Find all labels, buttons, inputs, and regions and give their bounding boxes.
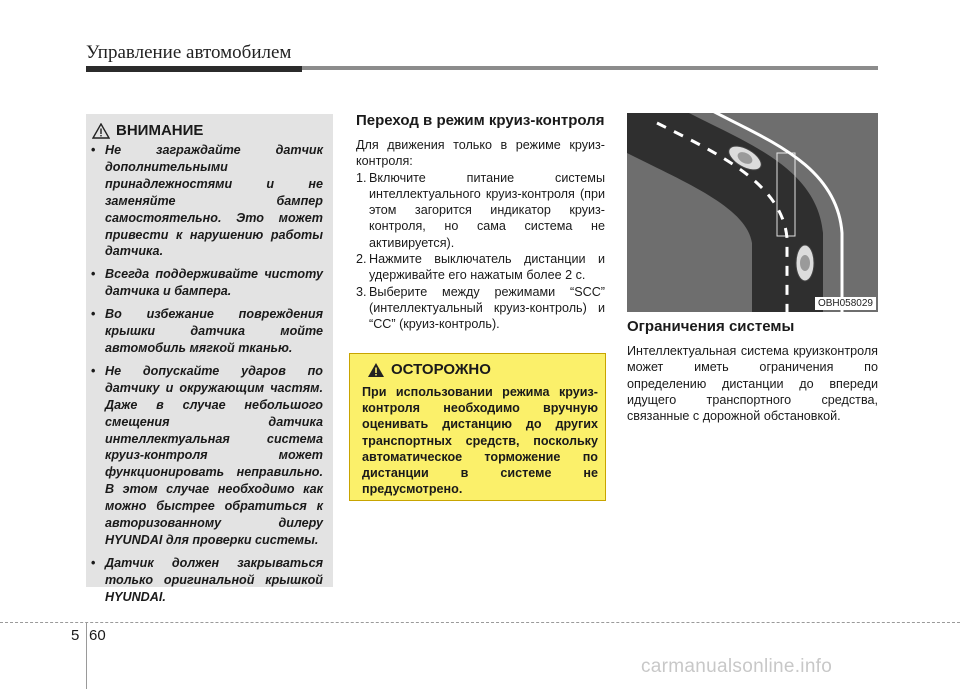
footer-vertical-line bbox=[86, 622, 87, 689]
step-text: Включите питание системы интеллектуального круиз-контроля (при этом загорится индикатор круиз-контроля, но сама система не активируется). bbox=[369, 170, 605, 250]
warning-item: • Во избежание повреждения крышки датчика мойте автомобиль мягкой тканью. bbox=[91, 306, 323, 357]
caution-title: ОСТОРОЖНО bbox=[391, 361, 491, 378]
warning-item: • Датчик должен закрываться только оригинальной крышкой HYUNDAI. bbox=[91, 555, 323, 606]
section-number: 5 bbox=[71, 627, 80, 644]
cruise-step bbox=[356, 251, 605, 284]
limits-text: Интеллектуальная система круизконтроля может иметь ограничения по определению дистанции до впереди идущего транспортного средства, связанные с дорожной обстановкой. bbox=[627, 344, 878, 424]
page-number: 60 bbox=[89, 627, 106, 644]
warning-item: • Не допускайте ударов по датчику и окружающим частям. Даже в случае небольшого смещения датчика интеллектуальная система круиз-контроля может функционировать неправильно. В этом случае необходимо как можно быстрее обратиться к авторизованному дилеру HYUNDAI для проверки системы. bbox=[91, 363, 323, 549]
footer-divider bbox=[0, 622, 960, 623]
road-illustration bbox=[627, 113, 878, 312]
warning-item: • Всегда поддерживайте чистоту датчика и бампера. bbox=[91, 266, 323, 300]
warning-triangle-icon bbox=[92, 123, 110, 139]
warning-item: • Не заграждайте датчик дополнительными принадлежностями и не заменяйте бампер самостоятельно. Это может привести к нарушению работы датчика. bbox=[91, 142, 323, 260]
step-number: 1. bbox=[356, 170, 367, 185]
limits-section bbox=[627, 318, 878, 424]
caution-header bbox=[367, 361, 491, 378]
warning-header bbox=[92, 122, 203, 139]
caution-triangle-icon bbox=[367, 362, 385, 378]
watermark: carmanualsonline.info bbox=[641, 656, 833, 677]
cruise-step bbox=[356, 284, 605, 333]
car-icon-rear bbox=[796, 245, 814, 281]
cruise-intro: Для движения только в режиме круиз-контроля: bbox=[356, 138, 605, 169]
step-number: 3. bbox=[356, 284, 367, 299]
cruise-heading: Переход в режим круиз-контроля bbox=[356, 112, 605, 129]
cruise-steps bbox=[356, 170, 605, 333]
road-curve-image bbox=[627, 113, 878, 312]
warning-title: ВНИМАНИЕ bbox=[116, 122, 204, 139]
cruise-step bbox=[356, 170, 605, 251]
step-text: Выберите между режимами “SCC” (интеллектуальный круиз-контроль) и “CC” (круиз-контроль). bbox=[369, 284, 605, 332]
caution-text: При использовании режима круиз-контроля необходимо вручную оценивать дистанцию до других транспортных средств, поскольку автоматическое торможение по дистанции в системе не предусмотрено. bbox=[362, 385, 598, 497]
warning-list bbox=[91, 142, 323, 612]
page-header-title: Управление автомобилем bbox=[86, 42, 292, 63]
step-number: 2. bbox=[356, 252, 367, 267]
limits-heading: Ограничения системы bbox=[627, 318, 795, 335]
cruise-section bbox=[356, 112, 605, 333]
header-rule-accent bbox=[86, 66, 302, 72]
step-text: Нажмите выключатель дистанции и удерживайте его нажатым более 2 с. bbox=[369, 252, 605, 283]
figure-code: OBH058029 bbox=[815, 297, 876, 310]
